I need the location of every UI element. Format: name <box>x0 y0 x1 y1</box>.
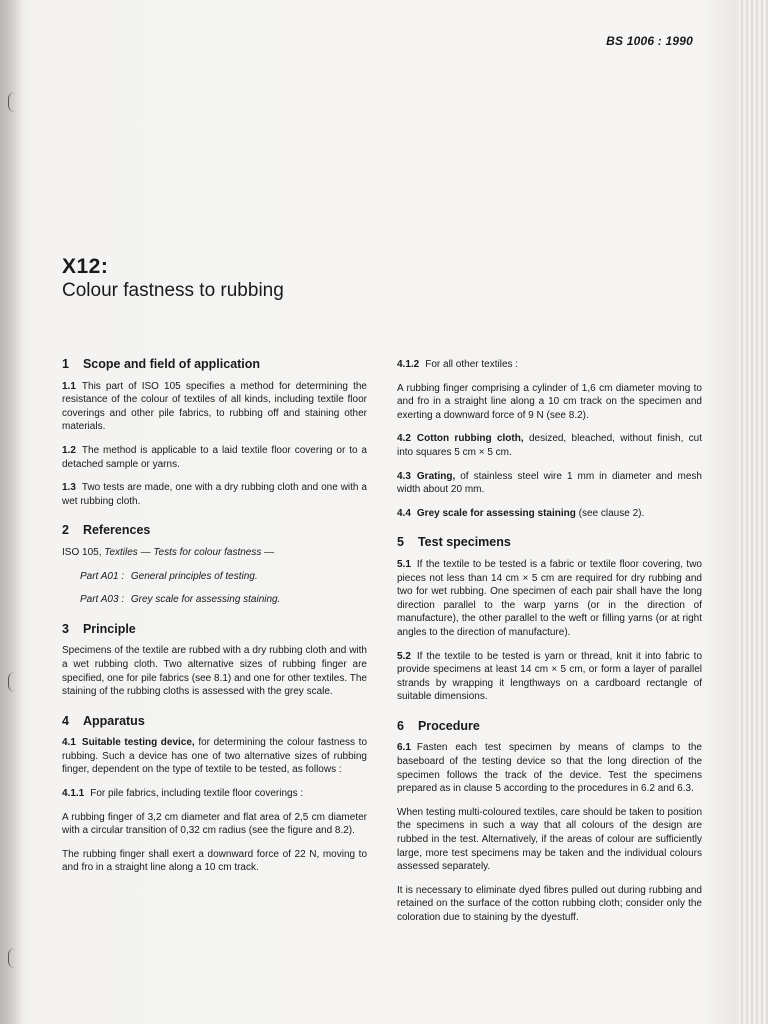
paragraph-text: The rubbing finger shall exert a downward force of 22 N, moving to and fro in a straight line along a 10 cm track. <box>62 848 367 874</box>
section-heading <box>397 536 702 550</box>
binding-shadow <box>0 0 22 1024</box>
clause-number: 4.1 <box>62 737 76 749</box>
paragraph <box>397 884 702 925</box>
clause-number: 5.2 <box>397 650 411 662</box>
section-heading <box>62 715 367 729</box>
paragraph <box>62 736 367 777</box>
section-heading <box>62 358 367 372</box>
paragraph-text: (see clause 2). <box>578 507 645 519</box>
section-number: 6 <box>397 718 404 733</box>
section-number: 4 <box>62 713 69 728</box>
paragraph <box>397 741 702 795</box>
section-block <box>397 358 702 520</box>
paragraph-text: Two tests are made, one with a dry rubbing cloth and one with a wet rubbing cloth. <box>62 482 367 507</box>
section-title: References <box>82 523 151 538</box>
reference-part-label: Part A03 : <box>80 594 125 606</box>
section-block <box>62 623 367 699</box>
section-number: 3 <box>62 621 69 636</box>
paragraph-text: If the textile to be tested is yarn or thread, knit it into fabric to provide specimens at least 14 cm × 5 cm, or form a layer of parallel strands by wrapping it lengthways on a cardboard rectangle of suitable dimensions. <box>397 650 702 703</box>
paragraph-text: Fasten each test specimen by means of clamps to the baseboard of the testing device so that the long direction of the specimen follows the track of the device. Test the specimens prepared as in clause 5 according to the procedures in 6.2 and 6.3. <box>397 742 702 795</box>
section-block <box>62 524 367 606</box>
section-title: Principle <box>82 621 136 636</box>
reference-part-title: Grey scale for assessing staining. <box>128 594 281 606</box>
paragraph-text: For all other textiles : <box>425 359 519 370</box>
section-title: Test specimens <box>417 535 511 550</box>
standard-code: BS 1006 : 1990 <box>606 34 693 48</box>
paragraph <box>62 481 367 508</box>
clause-number: 1.1 <box>62 380 76 392</box>
section-block <box>397 536 702 704</box>
clause-lead: Suitable testing device, <box>81 737 195 749</box>
section-heading <box>62 524 367 538</box>
clause-number: 6.1 <box>397 742 411 754</box>
paragraph-text: of stainless steel wire 1 mm in diameter and mesh width about 20 mm. <box>397 470 702 496</box>
paragraph-text: The method is applicable to a laid textile floor covering or to a detached sample or yarns. <box>62 444 367 470</box>
margin-mark <box>8 948 15 968</box>
reference-title: Textiles — Tests for colour fastness — <box>104 546 275 558</box>
clause-lead: Cotton rubbing cloth, <box>416 433 524 445</box>
paragraph <box>62 380 367 434</box>
paragraph-text: for determining the colour fastness to rubbing. Such a device has one of two alternative sizes of rubbing finger, dependent on the type of textile to be tested, as follows : <box>62 737 367 776</box>
paragraph <box>397 507 702 521</box>
paragraph <box>397 358 702 372</box>
section-heading <box>62 623 367 637</box>
paragraph <box>62 811 367 838</box>
margin-mark <box>8 672 15 692</box>
margin-mark <box>8 92 15 112</box>
paragraph-text: desized, bleached, without finish, cut into squares 5 cm × 5 cm. <box>397 433 703 458</box>
paragraph-text: When testing multi-coloured textiles, care should be taken to position the specimens in such a way that all colours of the design are rubbed in the test. Alternatively, if the areas of colour are sufficiently large, more test specimens may be taken and the individual colours assessed separately. <box>397 806 702 873</box>
clause-lead: Grating, <box>416 470 456 482</box>
paragraph-text: Specimens of the textile are rubbed with a dry rubbing cloth and with a wet rubbing cloth. Two alternative sizes of rubbing finger are specified, one for pile fabrics (see 8.1) and one for other textiles. The staining of the rubbing cloths is assessed with the grey scale. <box>62 645 367 698</box>
paragraph <box>397 806 702 874</box>
paragraph-text: A rubbing finger comprising a cylinder of 1,6 cm diameter moving to and fro in a straight line along a 10 cm track on the specimen and exerting a downward force of 9 N (see 8.2). <box>397 382 702 421</box>
section-number: 2 <box>62 523 69 538</box>
paragraph <box>62 444 367 471</box>
paragraph <box>62 848 367 875</box>
paragraph <box>397 650 702 704</box>
clause-lead: Grey scale for assessing staining <box>416 507 576 519</box>
paragraph <box>397 558 702 640</box>
section-number: 1 <box>62 357 69 371</box>
paragraph <box>397 432 702 459</box>
part-code: X12: <box>62 255 109 278</box>
clause-number: 1.3 <box>62 482 76 494</box>
reference-part-label: Part A01 : <box>80 570 125 582</box>
reference-item <box>80 593 367 607</box>
section-block <box>62 715 367 875</box>
paragraph-text: A rubbing finger of 3,2 cm diameter and flat area of 2,5 cm diameter with a circular transition of 0,32 cm radius (see the figure and 8.2). <box>62 811 367 837</box>
reference-line <box>62 546 367 560</box>
paragraph-text: For pile fabrics, including textile floor coverings : <box>90 788 304 800</box>
paragraph <box>62 644 367 698</box>
left-column <box>62 358 367 891</box>
section-block <box>397 720 702 925</box>
paragraph <box>397 382 702 423</box>
section-title: Scope and field of application <box>82 357 261 371</box>
clause-number: 4.3 <box>397 470 411 482</box>
page-edge-stack <box>738 0 768 1024</box>
clause-number: 4.1.1 <box>62 788 85 800</box>
right-column <box>397 358 702 941</box>
section-title: Apparatus <box>82 713 145 728</box>
reference-part-title: General principles of testing. <box>128 570 258 582</box>
clause-number: 5.1 <box>397 558 411 570</box>
reference-item <box>80 570 367 584</box>
paragraph <box>62 787 367 801</box>
section-number: 5 <box>397 535 404 550</box>
clause-number: 4.1.2 <box>397 359 420 370</box>
paragraph-text: If the textile to be tested is a fabric or textile floor covering, two pieces not less than 14 cm × 5 cm are required for dry rubbing and two for wet rubbing. One specimen of each pair shall have the long direction parallel to the warp yarns (or in the direction of manufacture), the other parallel to the weft or filling yarns (or at right angles to the direction of manufacture). <box>397 558 702 638</box>
paragraph-text: This part of ISO 105 specifies a method for determining the resistance of the colour of textiles of all kinds, including textile floor coverings and other pile fabrics, to rubbing off and staining other materials. <box>62 380 367 433</box>
paragraph-text: It is necessary to eliminate dyed fibres pulled out during rubbing and retained on the surface of the cotton rubbing cloth; consider only the coloration due to staining by the dyestuff. <box>397 884 702 923</box>
section-block <box>62 358 367 508</box>
paragraph <box>397 470 702 497</box>
section-title: Procedure <box>417 718 480 733</box>
page-title: Colour fastness to rubbing <box>62 280 284 301</box>
clause-number: 4.4 <box>397 507 411 519</box>
section-heading <box>397 720 702 734</box>
reference-prefix: ISO 105, <box>62 546 105 558</box>
clause-number: 1.2 <box>62 444 76 456</box>
clause-number: 4.2 <box>397 433 411 445</box>
